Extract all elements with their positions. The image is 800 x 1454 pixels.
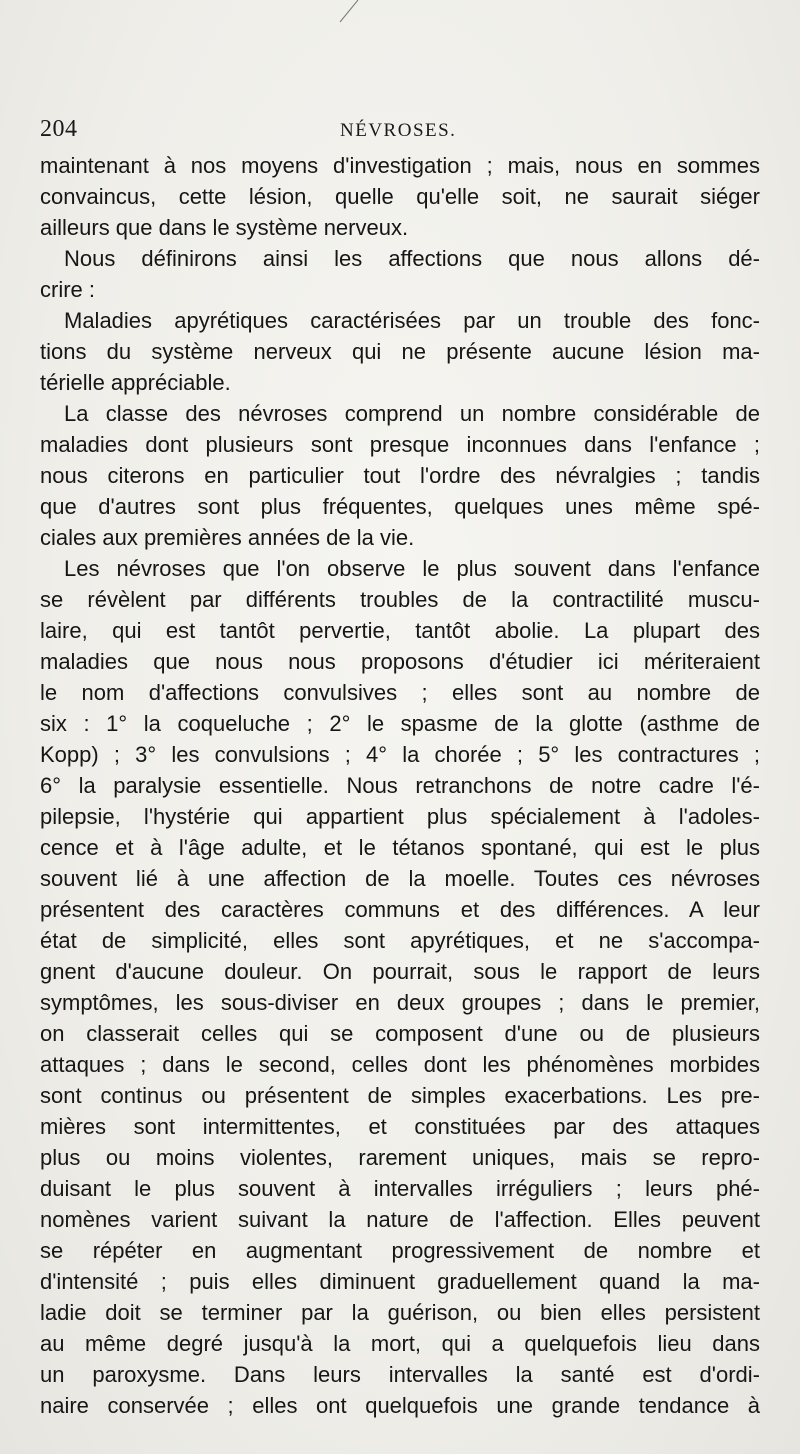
text-line: cence et à l'âge adulte, et le tétanos spontané, qui est le plus <box>40 835 760 860</box>
text-line: on classerait celles qui se composent d'une ou de plusieurs <box>40 1021 760 1046</box>
pencil-mark <box>336 0 366 24</box>
page-header <box>40 116 760 146</box>
text-line: 6° la paralysie essentielle. Nous retranchons de notre cadre l'é- <box>40 773 760 798</box>
text-line: ailleurs que dans le système nerveux. <box>40 215 409 240</box>
text-line: mières sont intermittentes, et constituées par des attaques <box>40 1114 760 1139</box>
text-line: Les névroses que l'on observe le plus souvent dans l'enfance <box>64 556 760 581</box>
text-line: La classe des névroses comprend un nombre considérable de <box>64 401 760 426</box>
text-line: Nous définirons ainsi les affections que nous allons dé- <box>64 246 760 271</box>
text-line: ciales aux premières années de la vie. <box>40 525 415 550</box>
text-line: six : 1° la coqueluche ; 2° le spasme de la glotte (asthme de <box>40 711 760 736</box>
text-line: plus ou moins violentes, rarement uniques, mais se repro- <box>40 1145 760 1170</box>
text-line: Kopp) ; 3° les convulsions ; 4° la chorée ; 5° les contractures ; <box>40 742 760 767</box>
text-line: que d'autres sont plus fréquentes, quelques unes même spé- <box>40 494 760 519</box>
text-line: crire : <box>40 277 95 302</box>
text-line: souvent lié à une affection de la moelle. Toutes ces névroses <box>40 866 760 891</box>
body-text <box>40 150 760 1421</box>
text-line: nous citerons en particulier tout l'ordre des névralgies ; tandis <box>40 463 760 488</box>
text-line: symptômes, les sous-diviser en deux groupes ; dans le premier, <box>40 990 760 1015</box>
text-line: pilepsie, l'hystérie qui appartient plus spécialement à l'adoles- <box>40 804 760 829</box>
text-line: se révèlent par différents troubles de la contractilité muscu- <box>40 587 760 612</box>
text-line: gnent d'aucune douleur. On pourrait, sous le rapport de leurs <box>40 959 760 984</box>
running-title: NÉVROSES. <box>340 120 457 141</box>
text-line: un paroxysme. Dans leurs intervalles la santé est d'ordi- <box>40 1362 760 1387</box>
text-line: présentent des caractères communs et des différences. A leur <box>40 897 760 922</box>
text-line: le nom d'affections convulsives ; elles sont au nombre de <box>40 680 760 705</box>
text-line: attaques ; dans le second, celles dont les phénomènes morbides <box>40 1052 760 1077</box>
text-line: naire conservée ; elles ont quelquefois une grande tendance à <box>40 1393 760 1418</box>
text-line: état de simplicité, elles sont apyrétiques, et ne s'accompa- <box>40 928 760 953</box>
text-line: tions du système nerveux qui ne présente aucune lésion ma- <box>40 339 760 364</box>
text-line: au même degré jusqu'à la mort, qui a quelquefois lieu dans <box>40 1331 760 1356</box>
text-line: se répéter en augmentant progressivement de nombre et <box>40 1238 760 1263</box>
text-line: sont continus ou présentent de simples exacerbations. Les pre- <box>40 1083 760 1108</box>
page-number: 204 <box>40 116 78 142</box>
text-line: nomènes varient suivant la nature de l'affection. Elles peuvent <box>40 1207 760 1232</box>
text-line: maladies que nous nous proposons d'étudier ici mériteraient <box>40 649 760 674</box>
text-line: d'intensité ; puis elles diminuent graduellement quand la ma- <box>40 1269 760 1294</box>
text-line: ladie doit se terminer par la guérison, ou bien elles persistent <box>40 1300 760 1325</box>
text-line: duisant le plus souvent à intervalles irréguliers ; leurs phé- <box>40 1176 760 1201</box>
text-line: Maladies apyrétiques caractérisées par un trouble des fonc- <box>64 308 760 333</box>
text-line: maintenant à nos moyens d'investigation ; mais, nous en sommes <box>40 153 760 178</box>
text-line: laire, qui est tantôt pervertie, tantôt abolie. La plupart des <box>40 618 760 643</box>
text-line: térielle appréciable. <box>40 370 231 395</box>
text-line: convaincus, cette lésion, quelle qu'elle soit, ne saurait siéger <box>40 184 760 209</box>
text-line: maladies dont plusieurs sont presque inconnues dans l'enfance ; <box>40 432 760 457</box>
